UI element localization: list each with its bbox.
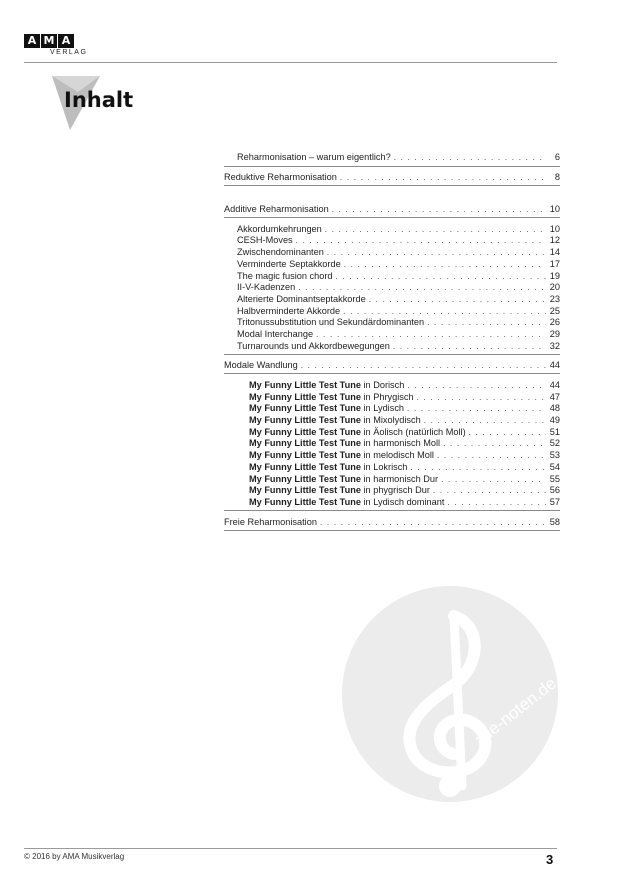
toc-entry[interactable]: [224, 390, 560, 402]
toc-entry[interactable]: [224, 425, 560, 437]
toc-entry-page: 12: [546, 235, 560, 245]
mode-name: in Dorisch: [360, 380, 405, 390]
toc-entry-title: Tritonussubstitution und Sekundärdominanten: [237, 317, 427, 327]
toc-entry[interactable]: [224, 339, 560, 351]
toc-entry-title: Zwischendominanten: [237, 247, 327, 257]
toc-entry-title: Verminderte Septakkorde: [237, 259, 344, 269]
tune-name: My Funny Little Test Tune: [249, 473, 361, 484]
toc-entry-title: Akkordumkehrungen: [237, 224, 325, 234]
tune-name: My Funny Little Test Tune: [249, 380, 361, 390]
toc-entry[interactable]: [224, 378, 560, 390]
page-number: 3: [546, 852, 554, 867]
toc-entry-title: [249, 392, 417, 402]
toc-entry-title: [249, 427, 469, 437]
toc-entry[interactable]: [224, 495, 560, 507]
toc-entry[interactable]: [224, 222, 560, 234]
tune-name: My Funny Little Test Tune: [249, 450, 361, 461]
toc-entry-page: 17: [546, 259, 560, 269]
mode-name: in Phrygisch: [360, 391, 414, 402]
publisher-logo: [24, 34, 94, 62]
section-divider: [224, 530, 560, 531]
section-divider: [224, 510, 560, 511]
toc-entry[interactable]: [224, 234, 560, 246]
mode-name: in Lydisch dominant: [360, 496, 445, 507]
section-divider: [224, 166, 560, 167]
section-divider: [224, 373, 560, 374]
tune-name: My Funny Little Test Tune: [249, 461, 361, 472]
toc-section[interactable]: [224, 515, 560, 527]
table-of-contents: [224, 150, 560, 535]
toc-entry[interactable]: [224, 448, 560, 460]
mode-name: in Mixolydisch: [360, 415, 421, 426]
toc-section[interactable]: [224, 171, 560, 183]
toc-entry[interactable]: [224, 402, 560, 414]
toc-entry[interactable]: [224, 413, 560, 425]
toc-entry-title: II-V-Kadenzen: [237, 282, 298, 292]
toc-entry-page: 20: [546, 282, 560, 292]
tune-name: My Funny Little Test Tune: [249, 426, 361, 437]
toc-entry[interactable]: [224, 292, 560, 304]
toc-entry[interactable]: [224, 437, 560, 449]
toc-entry-title: Reharmonisation – warum eigentlich?: [237, 152, 394, 162]
toc-entry-title: [249, 485, 433, 495]
toc-entry-title: [249, 497, 447, 507]
toc-entry-page: 53: [546, 450, 560, 460]
mode-name: in phygrisch Dur: [360, 485, 430, 496]
tune-name: My Funny Little Test Tune: [249, 415, 361, 426]
tune-name: My Funny Little Test Tune: [249, 391, 361, 402]
toc-entry-title: [249, 438, 443, 448]
toc-entry-title: Halbverminderte Akkorde: [237, 306, 343, 316]
toc-entry-page: 14: [546, 247, 560, 257]
toc-section[interactable]: [224, 359, 560, 371]
section-divider: [224, 217, 560, 218]
toc-section-page: 10: [546, 204, 560, 214]
toc-entry-page: 47: [546, 392, 560, 402]
heading-block: [42, 72, 162, 152]
toc-entry-page: 19: [546, 271, 560, 281]
toc-entry-title: [249, 462, 410, 472]
toc-entry-title: [249, 403, 407, 413]
mode-name: in harmonisch Dur: [360, 473, 439, 484]
toc-entry-title: [249, 450, 437, 460]
toc-entry[interactable]: [224, 257, 560, 269]
toc-entry-title: Alterierte Dominantseptakkorde: [237, 294, 369, 304]
mode-name: in Lokrisch: [360, 461, 408, 472]
toc-section-page: 58: [546, 517, 560, 527]
toc-section-title: Modale Wandlung: [224, 360, 301, 370]
toc-entry[interactable]: [224, 460, 560, 472]
toc-entry[interactable]: [224, 281, 560, 293]
toc-entry-title: Modal Interchange: [237, 329, 316, 339]
toc-entry[interactable]: [224, 316, 560, 328]
logo-letter: M: [41, 34, 57, 48]
toc-entry-title: [249, 415, 424, 425]
toc-entry-page: 44: [546, 380, 560, 390]
toc-entry-page: 32: [546, 341, 560, 351]
toc-entry-page: 6: [546, 152, 560, 162]
toc-entry-page: 26: [546, 317, 560, 327]
toc-entry-title: [249, 474, 441, 484]
toc-section[interactable]: [224, 202, 560, 214]
toc-entry-page: 10: [546, 224, 560, 234]
toc-entry-page: 49: [546, 415, 560, 425]
mode-name: in Lydisch: [360, 403, 405, 414]
mode-name: in Äolisch (natürlich Moll): [360, 426, 466, 437]
tune-name: My Funny Little Test Tune: [249, 403, 361, 414]
section-divider: [224, 185, 560, 186]
toc-entry-title: The magic fusion chord: [237, 271, 336, 281]
tune-name: My Funny Little Test Tune: [249, 496, 361, 507]
toc-entry[interactable]: [224, 472, 560, 484]
toc-entry-page: 57: [546, 497, 560, 507]
watermark-text: alle-noten.de: [470, 673, 558, 750]
toc-entry-page: 55: [546, 474, 560, 484]
toc-entry-title: CESH-Moves: [237, 235, 296, 245]
mode-name: in harmonisch Moll: [360, 438, 441, 449]
page-title: Inhalt: [64, 88, 134, 112]
mode-name: in melodisch Moll: [360, 450, 434, 461]
toc-entry[interactable]: [224, 269, 560, 281]
toc-entry-page: 54: [546, 462, 560, 472]
section-divider: [224, 354, 560, 355]
toc-entry[interactable]: [224, 245, 560, 257]
toc-section-page: 8: [546, 172, 560, 182]
toc-entry[interactable]: [224, 484, 560, 496]
toc-entry[interactable]: [224, 304, 560, 316]
toc-entry-title: [249, 380, 407, 390]
toc-section-title: Freie Reharmonisation: [224, 517, 320, 527]
logo-letter: A: [58, 34, 74, 48]
footer-divider: [24, 848, 557, 849]
copyright: © 2016 by AMA Musikverlag: [24, 852, 125, 861]
logo-subtitle: VERLAG: [50, 49, 88, 56]
toc-entry[interactable]: [224, 150, 560, 162]
toc-entry-page: 51: [546, 427, 560, 437]
toc-entry-title: Turnarounds und Akkordbewegungen: [237, 341, 393, 351]
toc-entry-page: 29: [546, 329, 560, 339]
logo-letter: A: [24, 34, 40, 48]
toc-section-title: Reduktive Reharmonisation: [224, 172, 340, 182]
toc-section-title: Additive Reharmonisation: [224, 204, 332, 214]
toc-entry-page: 23: [546, 294, 560, 304]
watermark-seal: [342, 586, 558, 802]
tune-name: My Funny Little Test Tune: [249, 485, 361, 496]
tune-name: My Funny Little Test Tune: [249, 438, 361, 449]
toc-entry-page: 52: [546, 438, 560, 448]
toc-entry-page: 25: [546, 306, 560, 316]
header-divider: [24, 62, 557, 63]
toc-entry-page: 56: [546, 485, 560, 495]
treble-clef-icon: [342, 586, 558, 802]
toc-section-page: 44: [546, 360, 560, 370]
toc-entry[interactable]: [224, 327, 560, 339]
toc-entry-page: 48: [546, 403, 560, 413]
